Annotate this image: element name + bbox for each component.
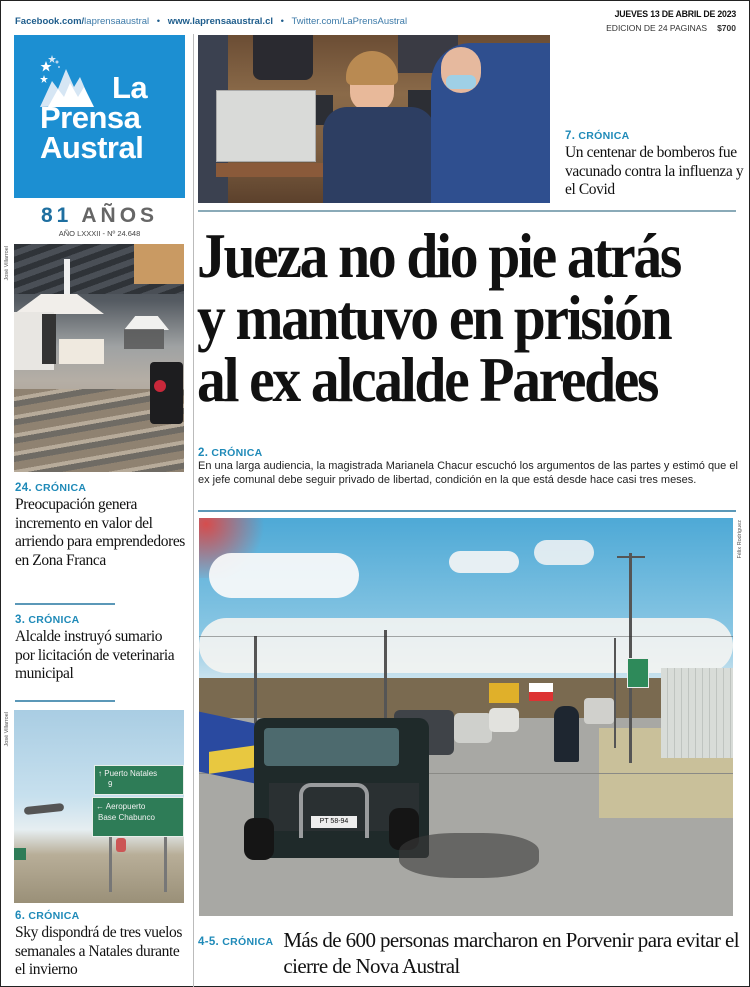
dateline — [604, 9, 736, 33]
main-story-summary — [198, 447, 738, 487]
anniversary-badge: 81 AÑOS — [40, 204, 159, 227]
section-rule — [15, 700, 115, 702]
photo-credit: José Villarroel — [4, 712, 10, 747]
porvenir-march-photo[interactable] — [199, 518, 733, 916]
separator-dot: • — [156, 16, 161, 27]
story-sky-vuelos[interactable] — [15, 910, 185, 980]
section-rule — [198, 210, 736, 212]
website-link[interactable]: www.laprensaaustral.cl — [167, 16, 273, 27]
story-summary: En una larga audiencia, la magistrada Marianela Chacur escuchó los argumentos de las partes y estimó que el ex jefe comunal debe seguir privado de libertad, condición en la que está desde hace casi tres meses. — [198, 460, 738, 486]
twitter-link[interactable]: Twitter.com/LaPrensAustral — [291, 16, 408, 27]
edition-info: EDICION DE 24 PAGINAS $700 — [606, 23, 736, 33]
masthead-title: La Prensa Austral — [40, 70, 148, 165]
vaccine-photo[interactable] — [198, 35, 550, 203]
story-headline: Un centenar de bomberos fue vacunado contra la influenza y el Covid — [565, 144, 744, 198]
story-sumario-veterinaria[interactable] — [15, 614, 185, 684]
story-headline: Sky dispondrá de tres vuelos semanales a Natales durante el invierno — [15, 924, 183, 978]
section-label: 2. CRÓNICA — [198, 447, 263, 459]
photo-credit: Félix Rodríguez — [737, 520, 743, 559]
separator-dot: • — [280, 16, 284, 27]
photo-credit: José Villarroel — [4, 246, 10, 281]
market-photo[interactable] — [14, 244, 184, 472]
license-plate: PT 58-94 — [311, 816, 357, 828]
section-label: 7. CRÓNICA — [565, 130, 630, 142]
road-sign-puerto-natales: ↑ Puerto Natales 9 — [94, 765, 184, 795]
story-porvenir-marcha[interactable] — [198, 927, 743, 979]
story-bomberos-vacuna[interactable] — [565, 130, 745, 200]
column-divider — [193, 34, 194, 987]
issue-number: AÑO LXXXII - Nº 24.648 — [58, 229, 141, 238]
story-headline: Más de 600 personas marcharon en Porvenir para evitar el cierre de Nova Austral — [283, 928, 739, 978]
social-links-bar — [15, 16, 407, 27]
masthead-logo[interactable] — [14, 35, 185, 198]
story-zona-franca[interactable] — [15, 482, 185, 570]
main-headline[interactable]: Jueza no dio pie atrás y mantuvo en prisión al ex alcalde Paredes — [197, 220, 680, 415]
price: $700 — [717, 23, 736, 33]
story-headline: Preocupación genera incremento en valor del arriendo para emprendedores en Zona Franca — [15, 496, 185, 569]
road-sign-aeropuerto: ← Aeropuerto Base Chabunco — [92, 797, 184, 837]
section-label: 6. CRÓNICA — [15, 910, 80, 922]
facebook-link[interactable]: Facebook.com/laprensaaustral — [15, 16, 150, 27]
section-label: 3. CRÓNICA — [15, 614, 80, 626]
issue-date: JUEVES 13 DE ABRIL DE 2023 — [614, 9, 736, 20]
section-label: 4-5. CRÓNICA — [198, 936, 274, 948]
section-label: 24. CRÓNICA — [15, 482, 87, 494]
story-headline: Alcalde instruyó sumario por licitación de veterinaria municipal — [15, 628, 175, 682]
section-rule — [15, 603, 115, 605]
airport-photo[interactable] — [14, 710, 184, 903]
section-rule — [198, 510, 736, 512]
airplane-icon — [24, 803, 65, 815]
